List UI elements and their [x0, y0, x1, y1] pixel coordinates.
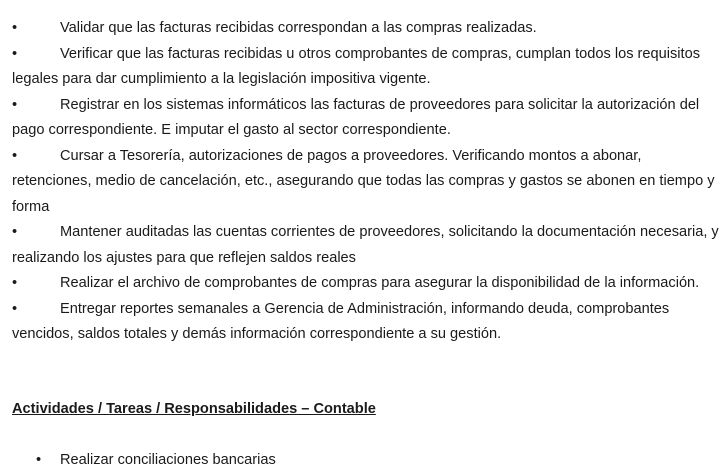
bullet-icon: •	[12, 96, 18, 113]
bullet-icon: •	[12, 300, 18, 317]
list-item	[12, 144, 724, 221]
bullet-icon: •	[36, 452, 42, 468]
list-item-text: Mantener auditadas las cuentas corrientes de proveedores, solicitando la documentación necesaria, y realizando los ajustes para que reflejen saldos reales	[12, 224, 719, 266]
list-item	[12, 93, 724, 144]
list-item-text: Validar que las facturas recibidas correspondan a las compras realizadas.	[60, 20, 537, 36]
list-item-text: Cursar a Tesorería, autorizaciones de pagos a proveedores. Verificando montos a abonar, retenciones, medio de cancelación, etc., asegurando que todas las compras y gastos se abonen en tiempo y forma	[12, 147, 715, 215]
bullet-icon: •	[12, 275, 18, 291]
list-item-text: Verificar que las facturas recibidas u otros comprobantes de compras, cumplan todos los requisitos legales para dar cumplimiento a la legislación impositiva vigente.	[12, 45, 701, 87]
bullet-icon: •	[12, 147, 18, 164]
section-heading: Actividades / Tareas / Responsabilidades – Contable	[12, 401, 376, 417]
list-item-text: Realizar conciliaciones bancarias	[60, 452, 276, 468]
list-item	[36, 448, 276, 473]
list-item	[12, 297, 724, 348]
list-item	[12, 42, 724, 93]
list-item	[12, 220, 724, 271]
bullet-icon: •	[12, 224, 18, 240]
bullet-icon: •	[12, 20, 18, 36]
sub-list	[36, 448, 276, 473]
list-item-text: Realizar el archivo de comprobantes de compras para asegurar la disponibilidad de la información.	[60, 275, 700, 291]
list-item	[12, 271, 724, 297]
list-item-text: Entregar reportes semanales a Gerencia de Administración, informando deuda, comprobantes vencidos, saldos totales y demás información correspondiente a su gestión.	[12, 300, 670, 342]
list-item-text: Registrar en los sistemas informáticos las facturas de proveedores para solicitar la autorización del pago correspondiente. E imputar el gasto al sector correspondiente.	[12, 96, 700, 138]
bullet-icon: •	[12, 45, 18, 62]
responsibilities-list	[12, 16, 724, 348]
list-item	[12, 16, 724, 42]
